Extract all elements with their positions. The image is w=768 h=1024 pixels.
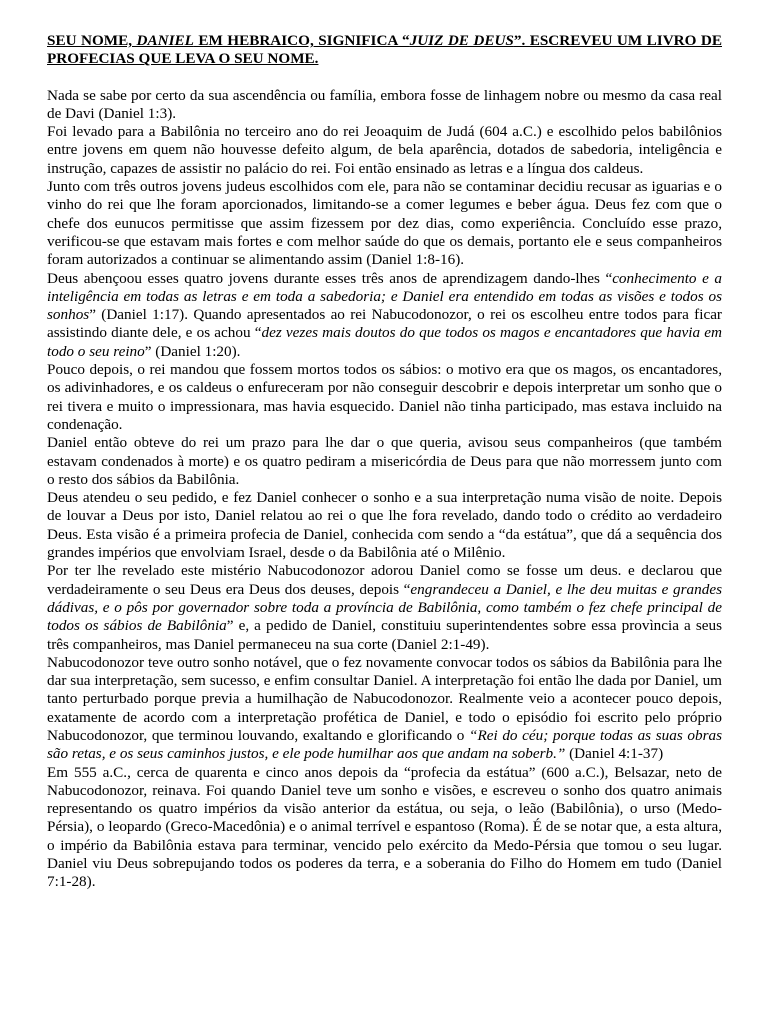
quote-italic: “Rei do céu; porque todas as suas obras são retas, e os seus caminhos justos, e ele pode humilhar aos que andam na soberb.” <box>47 726 722 763</box>
paragraph-babylon: Foi levado para a Babilônia no terceiro ano do rei Jeoaquim de Judá (604 a.C.) e escolhido pelos babilônios entre jovens em quem não houvesse defeito algum, de bela aparência, dotados de sabedoria, inteligência e instrução, capazes de assistir no palácio do rei. Foi então ensinado as letras e a língua dos caldeus. <box>47 123 722 177</box>
quote-italic: conhecimento e a inteligência em todas as letras e em toda a sabedoria; e Daniel era entendido em todas as visões e todos os sonhos <box>47 269 722 324</box>
paragraph-second-dream: Nabucodonozor teve outro sonho notável, que o fez novamente convocar todos os sábios da Babilônia para lhe dar sua interpretação, sem sucesso, e enfim consultar Daniel. A interpretação foi então lhe dada por Daniel, um tanto perturbado porque previa a humilhação de Nabucodonozor. Realmente veio a acontecer pouco depois, exatamente de acordo com a interpretação profética de Daniel, e todo o episódio foi escrito pelo próprio Nabucodonozor, que terminou louvando, exaltando e glorificando o “Rei do céu; porque todas as suas obras são retas, e os seus caminhos justos, e ele pode humilhar aos que andam na soberb.” (Daniel 4:1-37) <box>47 653 722 763</box>
heading-text: SEU NOME, <box>47 32 137 49</box>
quote-italic: dez vezes mais doutos do que todos os magos e encantadores que havia em todo o seu reino <box>47 324 722 360</box>
paragraph-diet: Junto com três outros jovens judeus escolhidos com ele, para não se contaminar decidiu recusar as iguarias e o vinho do rei que lhe foram aporcionados, limitando-se a comer legumes e beber água. Deus fez com que o chefe dos eunucos permitisse que assim fizessem por dez dias, como experiência. Concluído esse prazo, verificou-se que estavam mais fortes e com melhor saúde do que os demais, portanto ele e seus companheiros foram autorizados a continuar se alimentando assim (Daniel 1:8-16). <box>47 178 722 269</box>
paragraph-wisdom: Deus abençoou esses quatro jovens durante esses três anos de aprendizagem dando-lhes “conhecimento e a inteligência em todas as letras e em toda a sabedoria; e Daniel era entendido em todas as visões e todos os sonhos” (Daniel 1:17). Quando apresentados ao rei Nabucodonozor, o rei os escolheu entre todos para ficar assistindo diante dele, e os achou “dez vezes mais doutos do que todos os magos e encantadores que havia em todo o seu reino” (Daniel 1:20). <box>47 269 722 360</box>
paragraph-decree: Pouco depois, o rei mandou que fossem mortos todos os sábios: o motivo era que os magos, os encantadores, os adivinhadores, e os caldeus o enfureceram por não conseguir descobrir e depois interpretar um sonho que o rei tivera e muito o impressionara, mas havia esquecido. Daniel não tinha participado, mas estava incluido na condenação. <box>47 361 722 433</box>
paragraph-statue-vision: Deus atendeu o seu pedido, e fez Daniel conhecer o sonho e a sua interpretação numa visão de noite. Depois de louvar a Deus por isto, Daniel relatou ao rei o que lhe fora revelado, dando todo o crédito ao verdadeiro Deus. Esta visão é a primeira profecia de Daniel, conhecida com sendo a “da estátua”, que dá a sequência dos grandes impérios que envolviam Israel, desde o da Babilônia até o Milênio. <box>47 489 722 562</box>
quote-italic: engrandeceu a Daniel, e lhe deu muitas e grandes dádivas, e o pôs por governador sobre toda a província de Babilônia, como também o fez chefe principal de todos os sábios de Babilônia <box>47 580 722 635</box>
document-page <box>47 32 722 892</box>
heading-meaning-italic: JUIZ DE DEUS <box>409 32 514 49</box>
document-heading <box>47 32 722 69</box>
paragraph-four-beasts: Em 555 a.C., cerca de quarenta e cinco anos depois da “profecia da estátua” (600 a.C.), Belsazar, neto de Nabucodonozor, reinava. Foi quando Daniel teve um sonho e visões, e escreveu o sonho dos quatro animais representando os quatro impérios da visão anterior da estátua, ou seja, o leão (Babilônia), o urso (Medo-Pérsia), o leopardo (Greco-Macedônia) e o animal terrível e espantoso (Roma). É de se notar que, a esta altura, o império da Babilônia estava para terminar, vencido pelo exército da Medo-Pérsia que tomou o seu lugar. Daniel viu Deus sobrepujando todos os poderes da terra, e a soberania do Filho do Homem em tudo (Daniel 7:1-28). <box>47 763 722 891</box>
heading-name-italic: DANIEL <box>136 32 194 49</box>
paragraph-mercy: Daniel então obteve do rei um prazo para lhe dar o que queria, avisou seus companheiros (que também estavam condenados à morte) e os quatro pediram a misericórdia de Deus para que não morressem junto com o resto dos sábios da Babilônia. <box>47 434 722 488</box>
heading-text: ”. ESCREVEU UM LIVRO DE PROFECIAS QUE LEVA O SEU NOME. <box>47 32 722 68</box>
heading-text: EM HEBRAICO, SIGNIFICA “ <box>193 32 410 49</box>
paragraph-promotion: Por ter lhe revelado este mistério Nabucodonozor adorou Daniel como se fosse um deus. e declarou que verdadeiramente o seu Deus era Deus dos deuses, depois “engrandeceu a Daniel, e lhe deu muitas e grandes dádivas, e o pôs por governador sobre toda a província de Babilônia, como também o fez chefe principal de todos os sábios de Babilônia” e, a pedido de Daniel, constituiu superintendentes sobre essa provìncia a seus três companheiros, mas Daniel permaneceu na sua corte (Daniel 2:1-49). <box>47 562 722 653</box>
paragraph-ancestry: Nada se sabe por certo da sua ascendência ou família, embora fosse de linhagem nobre ou mesmo da casa real de Davi (Daniel 1:3). <box>47 86 722 122</box>
